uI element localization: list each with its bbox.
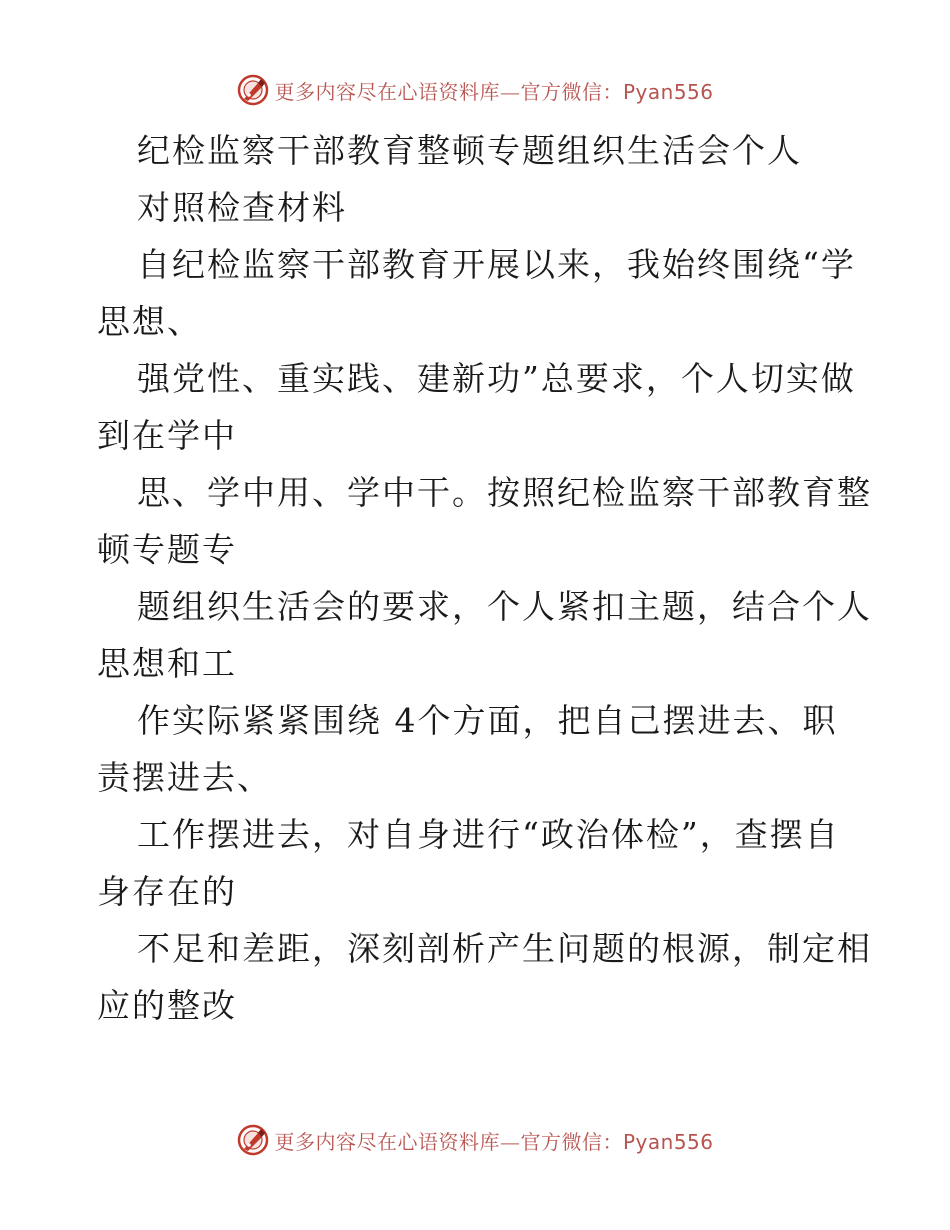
banner-contact-label: 官方微信：: [520, 1129, 623, 1154]
paragraph-line: 作实际紧紧围绕 4个方面，把自己摆进去、职: [137, 701, 838, 740]
paragraph-line: 题组织生活会的要求，个人紧扣主题，结合个人: [137, 587, 872, 626]
pen-nib-seal-icon: [236, 1123, 270, 1157]
banner-contact-label: 官方微信：: [520, 79, 623, 104]
pen-nib-seal-icon: [236, 73, 270, 107]
document-title-line-1: 纪检监察干部教育整顿专题组织生活会个人: [137, 131, 802, 170]
paragraph-line: 思、学中用、学中干。按照纪检监察干部教育整: [137, 473, 872, 512]
paragraph-line: 顿专题专: [97, 530, 237, 569]
banner-contact-id: Pyan556: [622, 1129, 714, 1154]
document-title-line-2: 对照检查材料: [137, 188, 347, 227]
banner-text: [274, 76, 713, 105]
paragraph-line: 身存在的: [97, 872, 237, 911]
paragraph-line: 工作摆进去，对自身进行“政治体检”，查摆自: [137, 815, 840, 854]
paragraph-line: 到在学中: [97, 416, 237, 455]
paragraph-line: 不足和差距，深刻剖析产生问题的根源，制定相: [137, 929, 872, 968]
paragraph-line: 应的整改: [97, 986, 237, 1025]
banner-separator: —: [499, 1129, 521, 1154]
footer-banner: [0, 1120, 950, 1160]
paragraph-line: 自纪检监察干部教育开展以来，我始终围绕“学: [137, 245, 856, 284]
banner-main-text: 更多内容尽在心语资料库: [274, 1129, 500, 1154]
paragraph-line: 强党性、重实践、建新功”总要求，个人切实做: [137, 359, 856, 398]
header-banner: [0, 70, 950, 110]
document-body: [97, 122, 872, 1034]
banner-main-text: 更多内容尽在心语资料库: [274, 79, 500, 104]
banner-contact-id: Pyan556: [622, 79, 714, 104]
paragraph-line: 责摆进去、: [97, 758, 272, 797]
paragraph-line: 思想和工: [97, 644, 237, 683]
banner-text: [274, 1126, 713, 1155]
banner-separator: —: [499, 79, 521, 104]
paragraph-line: 思想、: [97, 302, 202, 341]
